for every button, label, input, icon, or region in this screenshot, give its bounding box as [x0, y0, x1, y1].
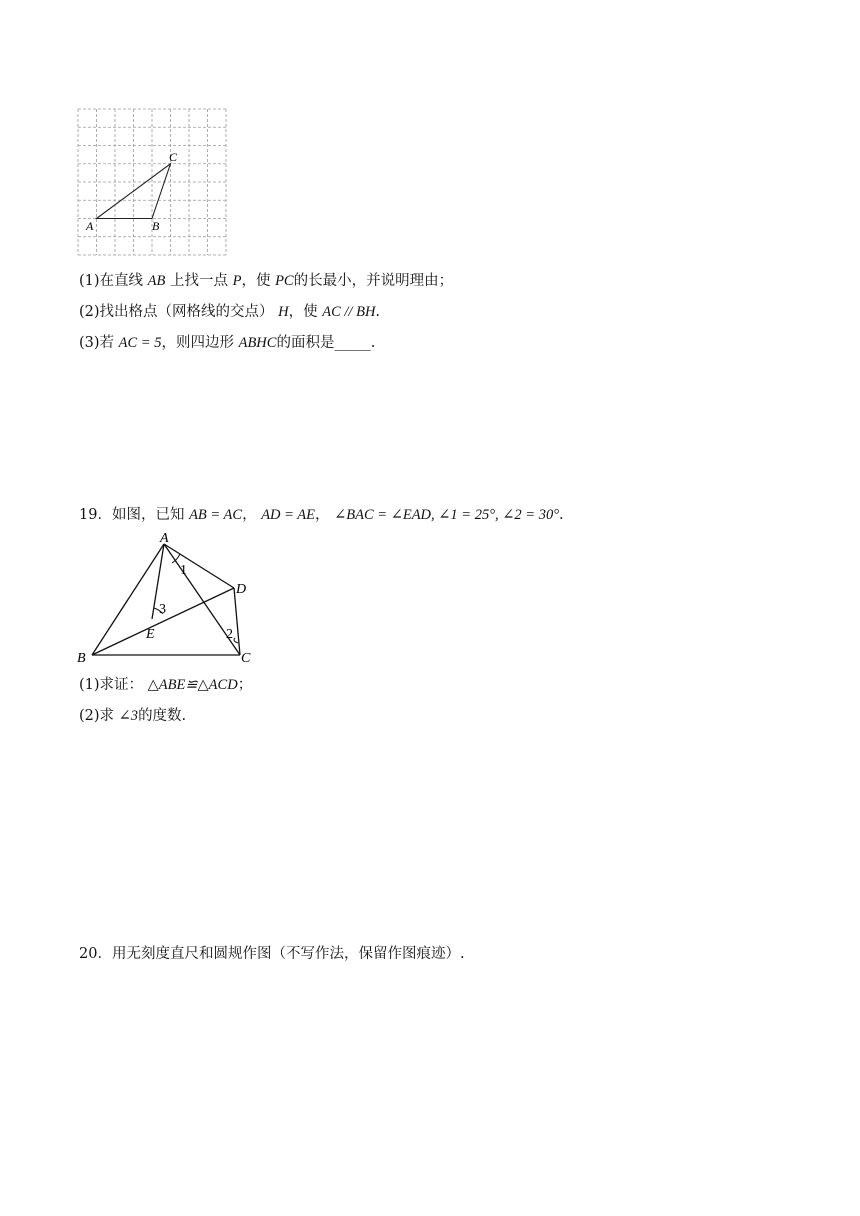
- label-angle-3: 3: [159, 602, 166, 617]
- label-b: B: [152, 219, 160, 233]
- q18-part1: (1)在直线 AB 上找一点 P，使 PC的长最小，并说明理由；: [79, 273, 454, 289]
- label-c: C: [241, 651, 251, 666]
- geometry-figure: [74, 530, 264, 670]
- q18-part2: (2)找出格点（网格线的交点） H，使 AC // BH.: [79, 304, 381, 320]
- segment-dc: [234, 588, 240, 655]
- angle-arc-2: [234, 638, 238, 643]
- label-a: A: [160, 531, 169, 546]
- grid-lines: [78, 109, 226, 255]
- q19-part2: (2)求 ∠3的度数.: [79, 708, 187, 724]
- label-angle-1: 1: [180, 563, 187, 578]
- grid-figure: [76, 108, 230, 258]
- q18-part3: (3)若 AC = 5，则四边形 ABHC的面积是_____.: [79, 335, 376, 351]
- label-c: C: [169, 150, 178, 164]
- label-angle-2: 2: [226, 627, 233, 642]
- q20-stem: 20．用无刻度直尺和圆规作图（不写作法，保留作图痕迹）.: [79, 946, 465, 962]
- label-a: A: [86, 219, 94, 233]
- answer-blank: _____: [334, 335, 371, 351]
- segment-ad: [164, 544, 234, 588]
- q19-part1: (1)求证： △ABE≌△ACD；: [79, 677, 253, 693]
- label-b: B: [77, 651, 86, 666]
- q19-stem: 19．如图，已知 AB = AC， AD = AE， ∠BAC = ∠EAD, ∠1 = 25°, ∠2 = 30°.: [79, 507, 564, 523]
- label-d: D: [236, 582, 247, 597]
- label-e: E: [146, 627, 155, 642]
